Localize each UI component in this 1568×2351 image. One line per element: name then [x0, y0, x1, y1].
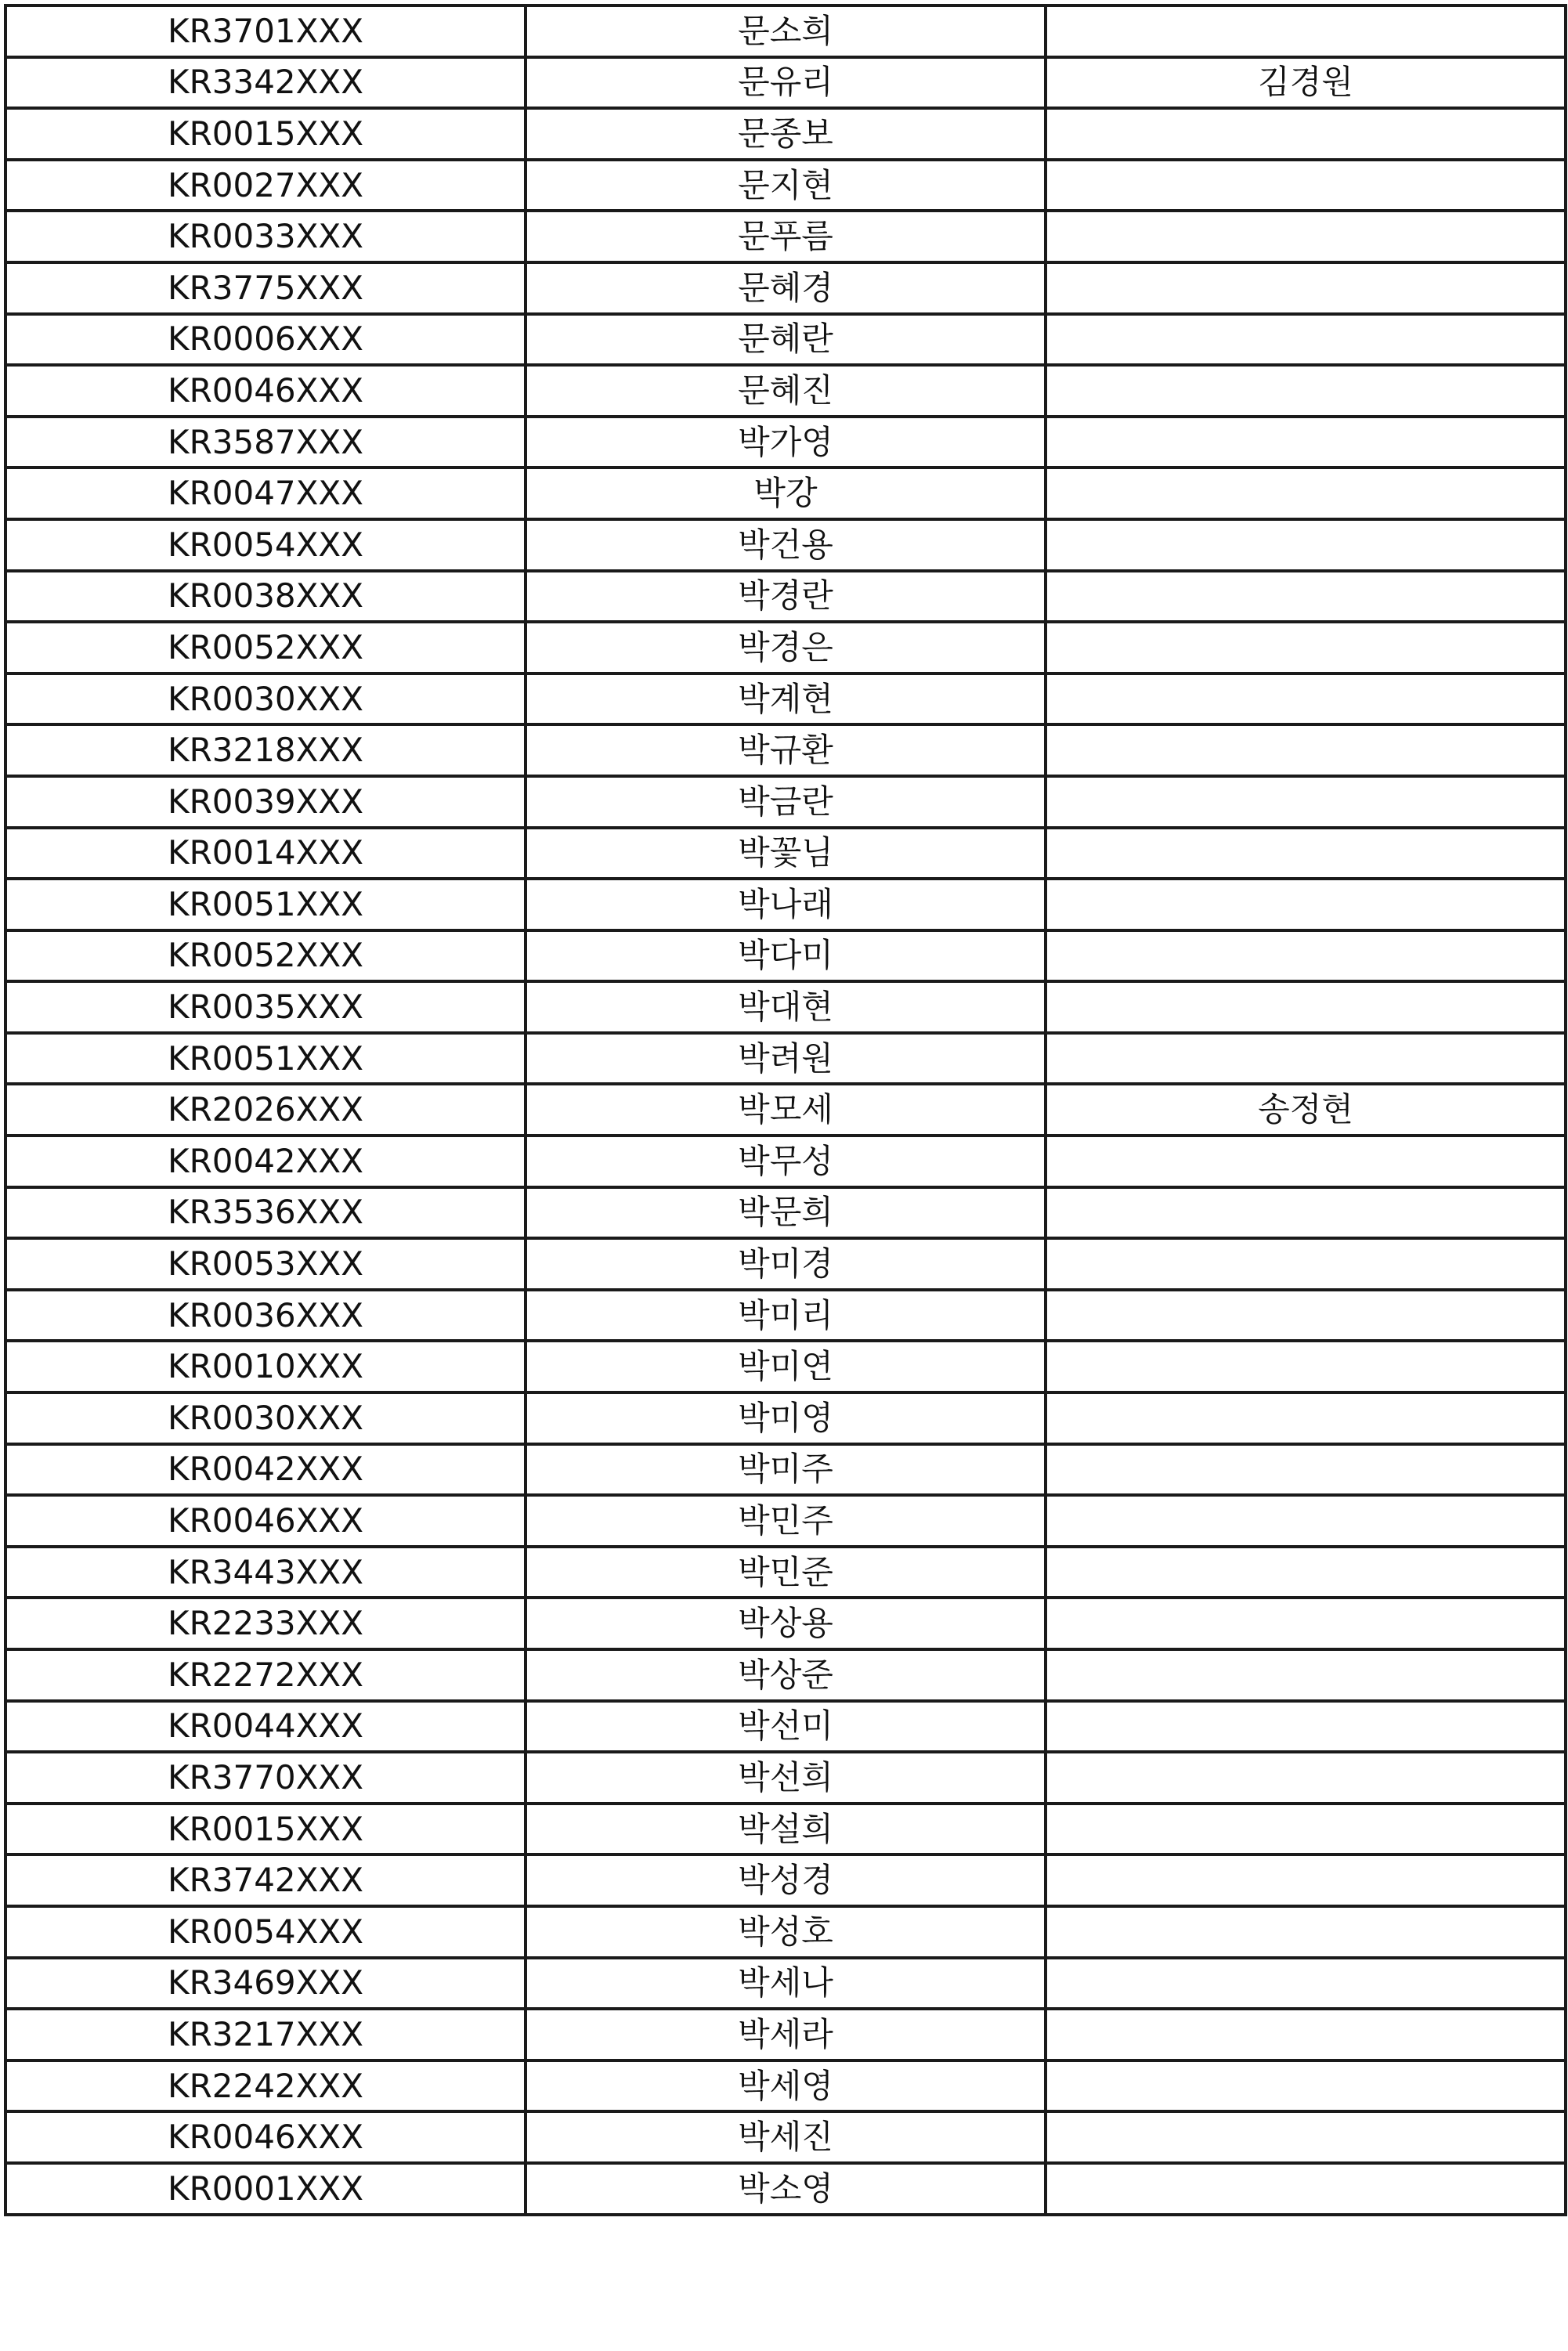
code-cell: KR0015XXX [5, 108, 526, 160]
note-cell [1046, 262, 1566, 314]
name-cell: 문푸름 [526, 211, 1046, 262]
name-cell: 박경란 [526, 571, 1046, 623]
name-cell: 박상준 [526, 1649, 1046, 1701]
code-cell: KR0030XXX [5, 674, 526, 725]
table-row [5, 1341, 1566, 1392]
note-cell [1046, 1958, 1566, 2010]
note-cell [1046, 1033, 1566, 1085]
note-cell [1046, 776, 1566, 828]
table-row [5, 262, 1566, 314]
note-cell [1046, 519, 1566, 571]
code-cell: KR0053XXX [5, 1238, 526, 1290]
name-cell: 박대현 [526, 981, 1046, 1033]
name-cell: 박설희 [526, 1804, 1046, 1855]
note-cell [1046, 571, 1566, 623]
name-cell: 박미주 [526, 1444, 1046, 1496]
name-cell: 박다미 [526, 930, 1046, 982]
code-cell: KR0035XXX [5, 981, 526, 1033]
table-row [5, 314, 1566, 366]
table-row [5, 2111, 1566, 2163]
name-cell: 문유리 [526, 57, 1046, 109]
note-cell [1046, 1752, 1566, 1804]
table-row [5, 571, 1566, 623]
roster-table [4, 4, 1567, 2216]
code-cell: KR3587XXX [5, 417, 526, 468]
table-row [5, 2009, 1566, 2060]
table-row [5, 1187, 1566, 1239]
name-cell: 박세나 [526, 1958, 1046, 2010]
name-cell: 문혜경 [526, 262, 1046, 314]
note-cell [1046, 2060, 1566, 2112]
name-cell: 박민주 [526, 1495, 1046, 1547]
note-cell [1046, 1906, 1566, 1958]
code-cell: KR2233XXX [5, 1598, 526, 1649]
code-cell: KR0042XXX [5, 1444, 526, 1496]
note-cell [1046, 5, 1566, 57]
code-cell: KR0015XXX [5, 1804, 526, 1855]
table-row [5, 1804, 1566, 1855]
table-row [5, 57, 1566, 109]
table-row [5, 930, 1566, 982]
name-cell: 박계현 [526, 674, 1046, 725]
note-cell [1046, 1136, 1566, 1187]
table-row [5, 828, 1566, 879]
code-cell: KR0047XXX [5, 468, 526, 519]
name-cell: 박모세 [526, 1084, 1046, 1136]
code-cell: KR3443XXX [5, 1547, 526, 1598]
name-cell: 박미경 [526, 1238, 1046, 1290]
table-row [5, 724, 1566, 776]
note-cell: 김경원 [1046, 57, 1566, 109]
name-cell: 박민준 [526, 1547, 1046, 1598]
note-cell: 송정현 [1046, 1084, 1566, 1136]
table-row [5, 1854, 1566, 1906]
table-row [5, 1958, 1566, 2010]
table-row [5, 1136, 1566, 1187]
code-cell: KR0033XXX [5, 211, 526, 262]
note-cell [1046, 622, 1566, 674]
code-cell: KR0036XXX [5, 1290, 526, 1342]
name-cell: 박미연 [526, 1341, 1046, 1392]
table-row [5, 879, 1566, 930]
table-row [5, 365, 1566, 417]
table-row [5, 776, 1566, 828]
note-cell [1046, 1238, 1566, 1290]
table-row [5, 981, 1566, 1033]
code-cell: KR0051XXX [5, 879, 526, 930]
table-row [5, 1084, 1566, 1136]
name-cell: 박강 [526, 468, 1046, 519]
name-cell: 박건용 [526, 519, 1046, 571]
note-cell [1046, 1444, 1566, 1496]
table-row [5, 1649, 1566, 1701]
code-cell: KR0001XXX [5, 2163, 526, 2215]
note-cell [1046, 1804, 1566, 1855]
note-cell [1046, 879, 1566, 930]
table-row [5, 2060, 1566, 2112]
code-cell: KR0046XXX [5, 1495, 526, 1547]
name-cell: 박세진 [526, 2111, 1046, 2163]
table-row [5, 1598, 1566, 1649]
note-cell [1046, 1701, 1566, 1753]
table-row [5, 417, 1566, 468]
table-row [5, 160, 1566, 211]
table-row [5, 108, 1566, 160]
name-cell: 박규환 [526, 724, 1046, 776]
note-cell [1046, 2009, 1566, 2060]
code-cell: KR0030XXX [5, 1392, 526, 1444]
code-cell: KR0039XXX [5, 776, 526, 828]
name-cell: 박성호 [526, 1906, 1046, 1958]
name-cell: 박금란 [526, 776, 1046, 828]
note-cell [1046, 160, 1566, 211]
code-cell: KR2026XXX [5, 1084, 526, 1136]
code-cell: KR0027XXX [5, 160, 526, 211]
code-cell: KR2272XXX [5, 1649, 526, 1701]
name-cell: 박성경 [526, 1854, 1046, 1906]
table-row [5, 1495, 1566, 1547]
note-cell [1046, 930, 1566, 982]
table-row [5, 1290, 1566, 1342]
name-cell: 박미영 [526, 1392, 1046, 1444]
code-cell: KR3469XXX [5, 1958, 526, 2010]
name-cell: 박문희 [526, 1187, 1046, 1239]
name-cell: 문혜진 [526, 365, 1046, 417]
note-cell [1046, 211, 1566, 262]
note-cell [1046, 1547, 1566, 1598]
code-cell: KR3218XXX [5, 724, 526, 776]
code-cell: KR0046XXX [5, 365, 526, 417]
note-cell [1046, 1392, 1566, 1444]
note-cell [1046, 365, 1566, 417]
name-cell: 박미리 [526, 1290, 1046, 1342]
code-cell: KR3342XXX [5, 57, 526, 109]
note-cell [1046, 314, 1566, 366]
code-cell: KR0052XXX [5, 930, 526, 982]
table-row [5, 1547, 1566, 1598]
table-row [5, 1033, 1566, 1085]
table-row [5, 1701, 1566, 1753]
code-cell: KR3217XXX [5, 2009, 526, 2060]
name-cell: 박가영 [526, 417, 1046, 468]
code-cell: KR2242XXX [5, 2060, 526, 2112]
note-cell [1046, 981, 1566, 1033]
table-row [5, 5, 1566, 57]
name-cell: 박선미 [526, 1701, 1046, 1753]
code-cell: KR0044XXX [5, 1701, 526, 1753]
code-cell: KR0038XXX [5, 571, 526, 623]
code-cell: KR0014XXX [5, 828, 526, 879]
table-row [5, 1752, 1566, 1804]
note-cell [1046, 2111, 1566, 2163]
name-cell: 박나래 [526, 879, 1046, 930]
code-cell: KR0046XXX [5, 2111, 526, 2163]
code-cell: KR3742XXX [5, 1854, 526, 1906]
code-cell: KR0006XXX [5, 314, 526, 366]
note-cell [1046, 724, 1566, 776]
name-cell: 박상용 [526, 1598, 1046, 1649]
name-cell: 박려원 [526, 1033, 1046, 1085]
table-row [5, 1392, 1566, 1444]
code-cell: KR3770XXX [5, 1752, 526, 1804]
name-cell: 문혜란 [526, 314, 1046, 366]
name-cell: 문지현 [526, 160, 1046, 211]
code-cell: KR0054XXX [5, 1906, 526, 1958]
table-row [5, 674, 1566, 725]
table-row [5, 468, 1566, 519]
name-cell: 박세영 [526, 2060, 1046, 2112]
name-cell: 박소영 [526, 2163, 1046, 2215]
table-row [5, 1906, 1566, 1958]
note-cell [1046, 1290, 1566, 1342]
name-cell: 박경은 [526, 622, 1046, 674]
table-row [5, 1238, 1566, 1290]
code-cell: KR0010XXX [5, 1341, 526, 1392]
table-row [5, 2163, 1566, 2215]
note-cell [1046, 1854, 1566, 1906]
name-cell: 박꽃님 [526, 828, 1046, 879]
note-cell [1046, 417, 1566, 468]
note-cell [1046, 1495, 1566, 1547]
note-cell [1046, 674, 1566, 725]
code-cell: KR3701XXX [5, 5, 526, 57]
name-cell: 박무성 [526, 1136, 1046, 1187]
note-cell [1046, 2163, 1566, 2215]
table-row [5, 211, 1566, 262]
note-cell [1046, 1598, 1566, 1649]
roster-table-body [5, 5, 1566, 2215]
name-cell: 박선희 [526, 1752, 1046, 1804]
code-cell: KR0054XXX [5, 519, 526, 571]
table-row [5, 519, 1566, 571]
note-cell [1046, 828, 1566, 879]
code-cell: KR0051XXX [5, 1033, 526, 1085]
code-cell: KR0052XXX [5, 622, 526, 674]
code-cell: KR0042XXX [5, 1136, 526, 1187]
code-cell: KR3775XXX [5, 262, 526, 314]
name-cell: 문종보 [526, 108, 1046, 160]
note-cell [1046, 1341, 1566, 1392]
table-row [5, 1444, 1566, 1496]
note-cell [1046, 1187, 1566, 1239]
note-cell [1046, 1649, 1566, 1701]
name-cell: 박세라 [526, 2009, 1046, 2060]
table-row [5, 622, 1566, 674]
note-cell [1046, 468, 1566, 519]
code-cell: KR3536XXX [5, 1187, 526, 1239]
note-cell [1046, 108, 1566, 160]
name-cell: 문소희 [526, 5, 1046, 57]
